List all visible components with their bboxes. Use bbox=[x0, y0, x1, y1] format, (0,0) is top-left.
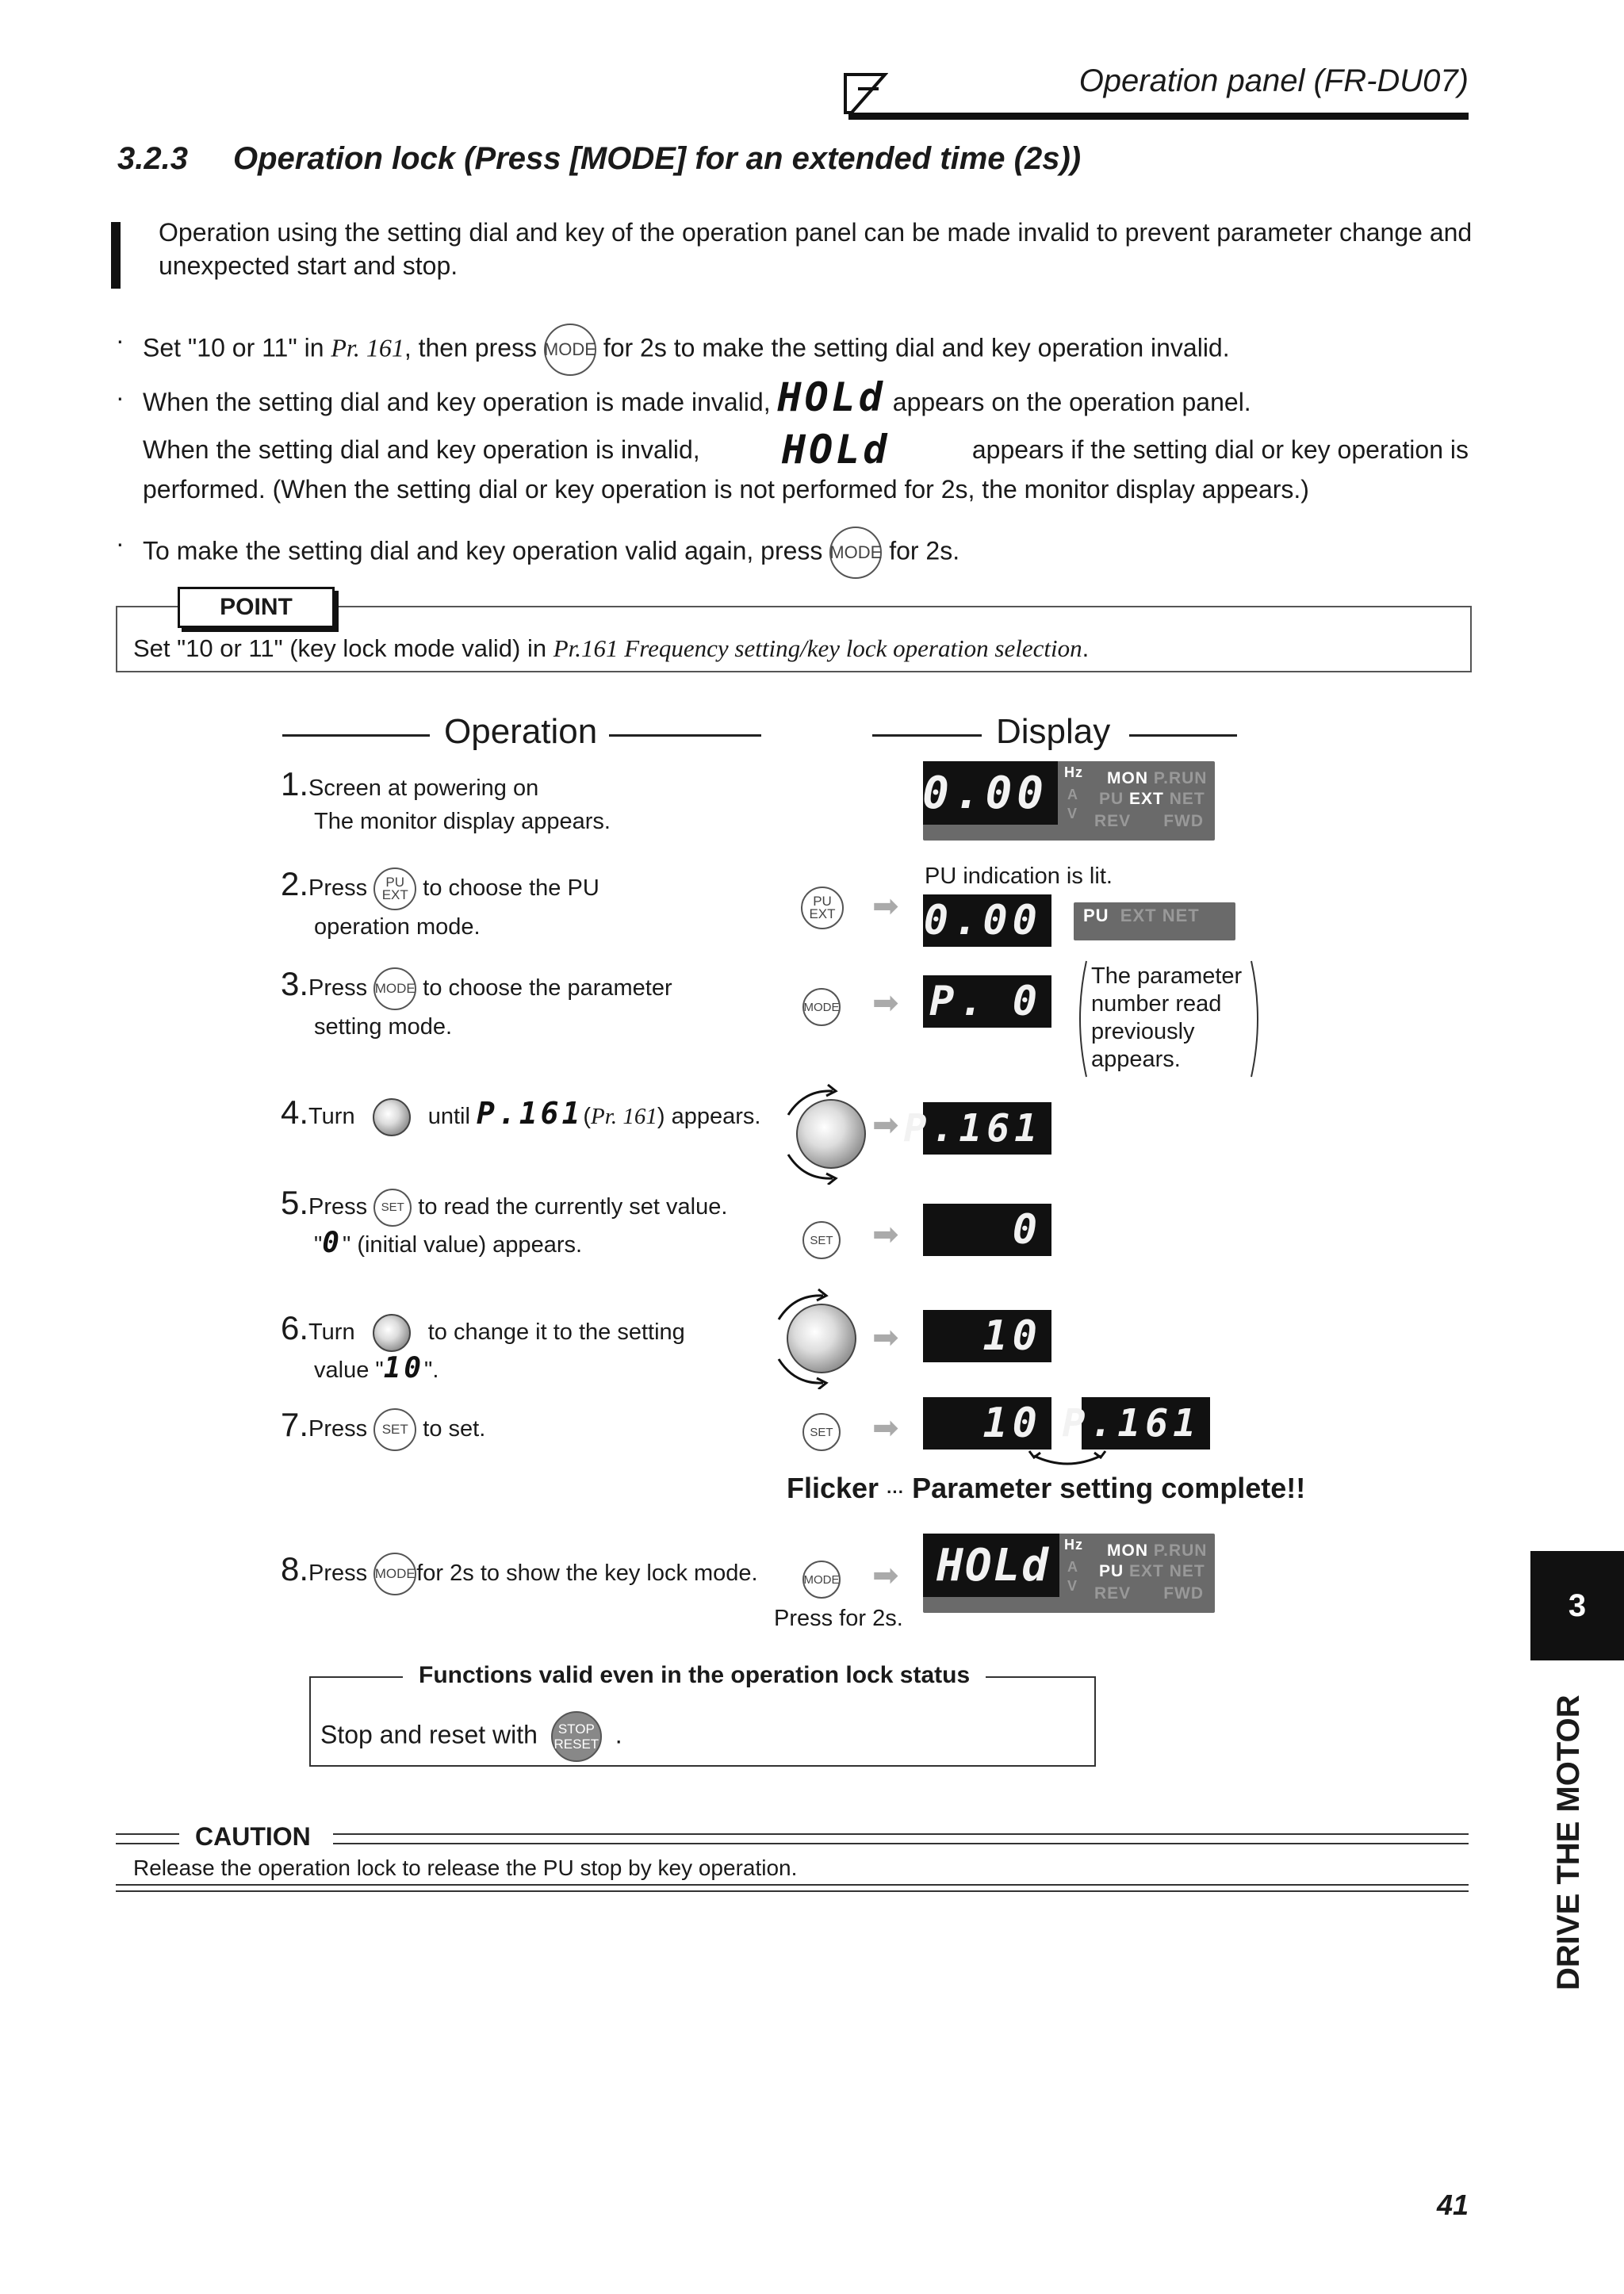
net-indicator: NET bbox=[1162, 906, 1200, 925]
hz-indicator: Hz bbox=[1064, 1537, 1083, 1553]
step-2-press: Press bbox=[308, 875, 368, 901]
step-number: 1. bbox=[281, 765, 309, 802]
flicker-note bbox=[787, 1472, 1305, 1505]
pu-ext-key-icon bbox=[801, 887, 844, 929]
bullet-dot: · bbox=[116, 529, 124, 557]
a-indicator: A bbox=[1067, 1559, 1078, 1575]
bullet-2 bbox=[116, 374, 1251, 420]
a-indicator: A bbox=[1067, 787, 1078, 802]
step-number: 6. bbox=[281, 1309, 309, 1346]
point-text bbox=[133, 634, 1089, 663]
step-5 bbox=[281, 1186, 727, 1262]
bracket-left bbox=[1072, 959, 1088, 1078]
step-1-line-1: Screen at powering on bbox=[308, 776, 539, 801]
step-6-turn: Turn bbox=[308, 1319, 355, 1345]
note-line-3: previously bbox=[1091, 1019, 1195, 1044]
reset-label: RESET bbox=[553, 1737, 599, 1752]
flicker-label: Flicker bbox=[787, 1472, 879, 1504]
pu-lit-note: PU indication is lit. bbox=[925, 864, 1113, 889]
bullet-3 bbox=[116, 527, 960, 579]
hold-segment-display: HOLd bbox=[782, 427, 891, 473]
mon-indicator: MON bbox=[1107, 769, 1148, 787]
section-title bbox=[117, 141, 1081, 177]
prun-indicator: P.RUN bbox=[1153, 1541, 1208, 1560]
rev-indicator: REV bbox=[1094, 812, 1132, 830]
hz-indicator: Hz bbox=[1064, 764, 1083, 780]
step-2-line-1: to choose the PU bbox=[423, 875, 599, 901]
arrow-icon: ➡ bbox=[872, 1217, 899, 1252]
indicator-row-2 bbox=[1099, 1562, 1205, 1581]
bullet-2b bbox=[143, 427, 1469, 473]
pu-indicator: PU bbox=[1083, 906, 1109, 925]
step-5-press: Press bbox=[308, 1194, 368, 1220]
caution-rule-bottom bbox=[116, 1884, 1469, 1892]
section-number: 3.2.3 bbox=[117, 141, 188, 176]
note-line-1: The parameter bbox=[1091, 963, 1243, 989]
ext-label: EXT bbox=[381, 887, 408, 903]
step-number: 3. bbox=[281, 965, 309, 1002]
stop-label: STOP bbox=[557, 1721, 595, 1737]
bullet-dot: · bbox=[116, 326, 124, 354]
bullet-2-pre: When the setting dial and key operation is made invalid, bbox=[143, 388, 771, 416]
step-7-press: Press bbox=[308, 1416, 368, 1442]
step-7-line-1: to set. bbox=[423, 1416, 486, 1442]
setting-dial-icon bbox=[373, 1314, 411, 1352]
step-4-pr: Pr. 161 bbox=[591, 1104, 657, 1129]
mode-indicator-strip bbox=[1074, 902, 1235, 940]
bullet-2c: performed. (When the setting dial or key operation is not performed for 2s, the monitor display appears.) bbox=[143, 475, 1309, 504]
operation-rule-left bbox=[282, 734, 430, 737]
step-5-line-2: " (initial value) appears. bbox=[342, 1232, 583, 1258]
step-4-turn: Turn bbox=[308, 1104, 355, 1129]
caution-rule-right bbox=[333, 1833, 1469, 1844]
lcd-value-segment: 0 bbox=[1012, 978, 1042, 1025]
step-5-quote: " bbox=[314, 1232, 323, 1258]
indicator-row-1 bbox=[1107, 1541, 1207, 1561]
bullet-3-pre: To make the setting dial and key operation valid again, press bbox=[143, 536, 823, 565]
net-indicator: NET bbox=[1169, 790, 1205, 808]
mode-key-icon: MODE bbox=[544, 324, 596, 376]
step-2-line-2: operation mode. bbox=[314, 914, 481, 940]
intro-text: Operation using the setting dial and key of the operation panel can be made invalid to prevent parameter change and unexpected start and stop. bbox=[159, 218, 1473, 280]
indicator-row-3 bbox=[1094, 812, 1204, 831]
pu-ext-key-icon bbox=[373, 867, 416, 910]
setting-dial-icon bbox=[796, 1099, 866, 1169]
step-number: 4. bbox=[281, 1093, 309, 1131]
step-6-value: value " bbox=[314, 1358, 384, 1384]
ext-indicator: EXT bbox=[1129, 1562, 1164, 1580]
step-8-press: Press bbox=[308, 1561, 368, 1586]
step-4-appears: appears. bbox=[671, 1104, 761, 1129]
display-heading: Display bbox=[996, 712, 1111, 751]
bracket-right bbox=[1250, 959, 1266, 1078]
flicker-separator: ··· bbox=[887, 1482, 905, 1502]
fwd-indicator: FWD bbox=[1163, 812, 1205, 830]
bullet-2-post: appears on the operation panel. bbox=[892, 388, 1251, 416]
mode-key-icon: MODE bbox=[373, 1553, 416, 1595]
lcd-display: 0 bbox=[923, 1204, 1051, 1256]
arrow-icon: ➡ bbox=[872, 1320, 899, 1355]
mode-key-icon: MODE bbox=[373, 967, 416, 1010]
indicator-row-2 bbox=[1099, 790, 1205, 809]
lcd-display: 0.00 bbox=[923, 894, 1051, 947]
set-key-icon: SET bbox=[373, 1408, 416, 1451]
step-6-end: ". bbox=[424, 1358, 439, 1384]
step-4-until: until bbox=[427, 1104, 470, 1129]
set-key-icon: SET bbox=[802, 1221, 841, 1259]
arrow-icon: ➡ bbox=[872, 1411, 899, 1446]
stop-reset-pre: Stop and reset with bbox=[320, 1720, 538, 1749]
bullet-1 bbox=[116, 324, 1230, 376]
bullet-1-post: for 2s to make the setting dial and key operation invalid. bbox=[603, 333, 1230, 362]
bullet-2b-post: appears if the setting dial or key operation is bbox=[971, 435, 1469, 464]
step-5-segment: 0 bbox=[322, 1227, 343, 1260]
point-text-param: Pr.161 Frequency setting/key lock operation selection bbox=[553, 634, 1082, 662]
setting-dial-icon bbox=[373, 1098, 411, 1136]
header-rule bbox=[848, 113, 1469, 120]
step-1-line-2: The monitor display appears. bbox=[314, 809, 611, 834]
bullet-1-mid: , then press bbox=[404, 333, 544, 362]
v-indicator: V bbox=[1067, 806, 1078, 821]
step-number: 5. bbox=[281, 1184, 309, 1221]
point-text-pre: Set "10 or 11" (key lock mode valid) in bbox=[133, 634, 553, 662]
bullet-1-pr: Pr. 161 bbox=[331, 333, 404, 362]
arrow-icon: ➡ bbox=[872, 889, 899, 924]
bullet-3-post: for 2s. bbox=[889, 536, 960, 565]
caution-rule-left bbox=[116, 1833, 179, 1844]
set-key-icon: SET bbox=[373, 1189, 412, 1227]
caution-label: CAUTION bbox=[195, 1822, 311, 1851]
chapter-title-text: DRIVE THE MOTOR bbox=[1551, 1695, 1586, 1990]
mode-key-icon: MODE bbox=[802, 988, 841, 1026]
pu-label: PU bbox=[385, 875, 405, 890]
step-5-line-1: to read the currently set value. bbox=[418, 1194, 728, 1220]
ext-indicator: EXT bbox=[1120, 906, 1157, 925]
intro-bar bbox=[111, 222, 121, 289]
step-4: 4.Turn until P.161(Pr. 161) appears. bbox=[281, 1096, 760, 1136]
point-text-post: . bbox=[1082, 634, 1090, 662]
header-title: Operation panel (FR-DU07) bbox=[1078, 63, 1469, 98]
step-number: 8. bbox=[281, 1550, 309, 1587]
caution-text: Release the operation lock to release the PU stop by key operation. bbox=[133, 1855, 798, 1880]
lcd-p-segment: P. bbox=[929, 978, 989, 1025]
set-key-icon: SET bbox=[802, 1413, 841, 1451]
step-7 bbox=[281, 1408, 485, 1451]
arrow-icon: ➡ bbox=[872, 1558, 899, 1593]
point-label: POINT bbox=[178, 587, 335, 628]
functions-valid-text bbox=[320, 1711, 622, 1762]
step-3-line-2: setting mode. bbox=[314, 1014, 453, 1040]
lcd-display: HOLd bbox=[923, 1534, 1059, 1597]
bullet-dot: · bbox=[116, 383, 124, 412]
arrow-icon: ➡ bbox=[872, 1108, 899, 1143]
indicator-row-1 bbox=[1107, 769, 1207, 788]
functions-valid-title: Functions valid even in the operation lock status bbox=[403, 1662, 986, 1689]
ext-indicator: EXT bbox=[1129, 790, 1164, 808]
display-rule-left bbox=[872, 734, 982, 737]
stop-reset-key-icon bbox=[551, 1711, 602, 1762]
step-3-line-1: to choose the parameter bbox=[423, 975, 672, 1001]
lcd-display: 10 bbox=[923, 1310, 1051, 1362]
hold-segment-display: HOLd bbox=[777, 374, 886, 420]
step-8 bbox=[281, 1550, 758, 1595]
lcd-display: P.161 bbox=[923, 1102, 1051, 1155]
setting-dial-icon bbox=[787, 1304, 856, 1373]
mode-key-icon: MODE bbox=[829, 527, 882, 579]
step-number: 7. bbox=[281, 1406, 309, 1443]
parameter-read-note bbox=[1091, 963, 1242, 1074]
step-3 bbox=[281, 967, 672, 1044]
pu-indicator: PU bbox=[1099, 1562, 1124, 1580]
lcd-display bbox=[923, 975, 1051, 1028]
step-8-line-1: for 2s to show the key lock mode. bbox=[416, 1561, 758, 1586]
stop-reset-post: . bbox=[615, 1720, 622, 1749]
prun-indicator: P.RUN bbox=[1153, 769, 1208, 787]
operation-panel-display bbox=[923, 761, 1215, 841]
lcd-display: 0.00 bbox=[923, 761, 1058, 825]
step-3-press: Press bbox=[308, 975, 368, 1001]
step-6-segment: 10 bbox=[383, 1352, 425, 1385]
operation-rule-right bbox=[609, 734, 761, 737]
bullet-2b-pre: When the setting dial and key operation is invalid, bbox=[143, 435, 700, 464]
arrow-icon: ➡ bbox=[872, 986, 899, 1021]
lcd-display: P.161 bbox=[1082, 1397, 1210, 1450]
note-line-2: number read bbox=[1091, 991, 1222, 1017]
step-number: 2. bbox=[281, 865, 309, 902]
v-indicator: V bbox=[1067, 1578, 1078, 1594]
ext-label: EXT bbox=[809, 906, 836, 921]
bullet-1-pre: Set "10 or 11" in bbox=[143, 333, 331, 362]
section-heading: Operation lock (Press [MODE] for an extended time (2s)) bbox=[233, 141, 1082, 176]
mon-indicator: MON bbox=[1107, 1541, 1148, 1560]
rev-indicator: REV bbox=[1094, 1584, 1132, 1603]
note-line-4: appears. bbox=[1091, 1047, 1181, 1072]
operation-panel-display bbox=[923, 1534, 1215, 1613]
complete-label: Parameter setting complete!! bbox=[912, 1472, 1306, 1504]
step-1 bbox=[281, 765, 611, 838]
indicator-row-3 bbox=[1094, 1584, 1204, 1603]
step-6 bbox=[281, 1309, 685, 1387]
mode-key-icon: MODE bbox=[802, 1561, 841, 1599]
pu-label: PU bbox=[813, 894, 832, 909]
step-4-segment: P.161 bbox=[476, 1096, 584, 1131]
fwd-indicator: FWD bbox=[1163, 1584, 1205, 1603]
chapter-tab: 3 bbox=[1530, 1551, 1624, 1660]
net-indicator: NET bbox=[1169, 1562, 1205, 1580]
pu-indicator: PU bbox=[1099, 790, 1124, 808]
chapter-title bbox=[1542, 1689, 1613, 1990]
step-2 bbox=[281, 867, 599, 944]
display-rule-right bbox=[1129, 734, 1237, 737]
press-2s-note: Press for 2s. bbox=[774, 1606, 903, 1631]
step-6-line-1: to change it to the setting bbox=[427, 1319, 685, 1345]
page-number: 41 bbox=[1436, 2189, 1469, 2221]
operation-heading: Operation bbox=[444, 712, 598, 751]
lcd-display: 10 bbox=[923, 1397, 1051, 1450]
flicker-arrow-icon bbox=[1028, 1448, 1107, 1472]
logo-mark bbox=[842, 71, 888, 116]
